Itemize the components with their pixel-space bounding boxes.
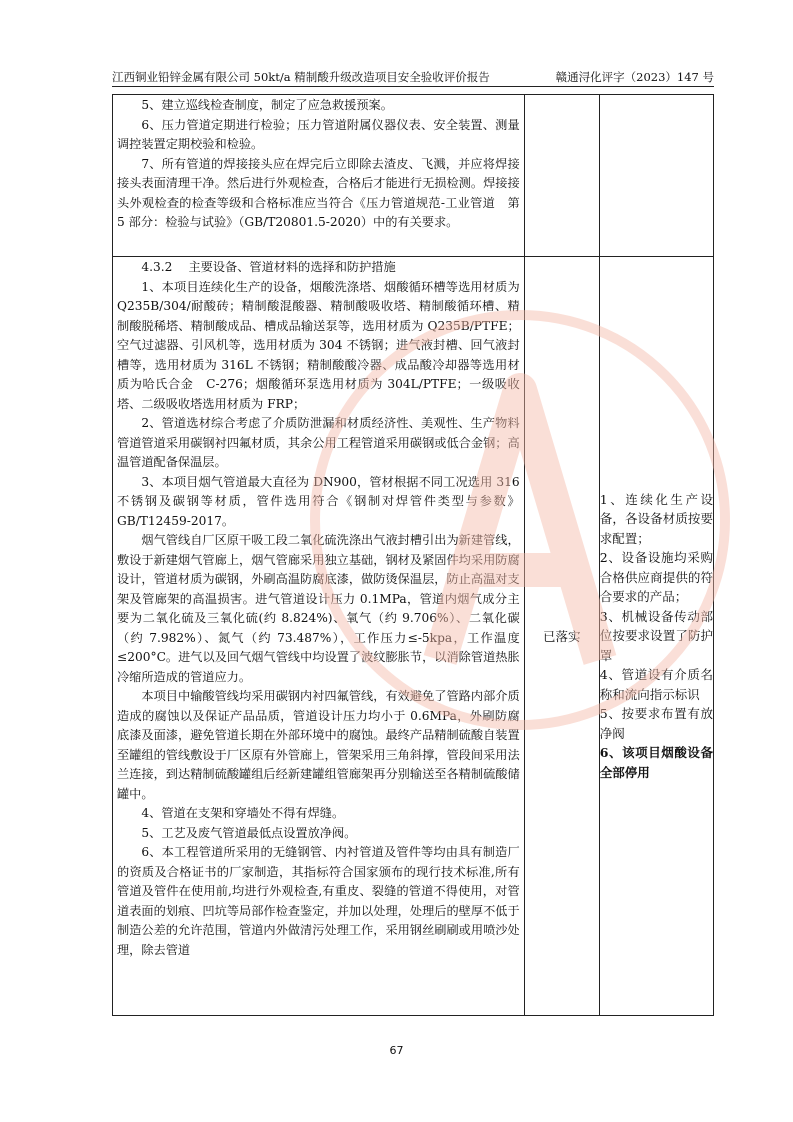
measures-cell	[599, 257, 713, 1016]
paragraph: 6、压力管道定期进行检验；压力管道附属仪器仪表、安全装置、测量调控装置定期校验和检验。	[117, 117, 520, 151]
measure-item: 1、连续化生产设备，各设备材质按要求配置；	[599, 491, 713, 546]
paragraph: 6、本工程管道所采用的无缝钢管、内衬管道及管件等均由具有制造厂的资质及合格证书的厂家制造，其指标符合国家颁布的现行技术标准,所有管道及管件在使用前,均进行外观检查,有重皮、裂缝的管道不得使用，对管道表面的划痕、凹坑等局部作检查鉴定，并加以处理，处理后的壁厚不低于制造公差的允许范围，管道内外做清污处理工作，采用钢丝刷刷或用喷沙处理，除去管道	[117, 845, 520, 957]
status-cell	[524, 257, 599, 1016]
measure-item: 2、设备设施均采购合格供应商提供的符合要求的产品；	[599, 550, 713, 605]
table-row	[113, 257, 714, 1016]
paragraph: 3、本项目烟气管道最大直径为 DN900，管材根据不同工况选用 316 不锈钢及碳钢等材质，管件选用符合《钢制对焊管件类型与参数》GB/T12459-2017。	[117, 474, 520, 528]
requirement-cell	[113, 257, 525, 1016]
requirement-cell	[113, 95, 525, 257]
paragraph: 烟气管线自厂区原干吸工段二氧化硫洗涤出气液封槽引出为新建管线，敷设于新建烟气管廊上，烟气管廊采用独立基础，钢材及紧固件均采用防腐设计，管道材质为碳钢，外刷高温防腐底漆，做防烫保温层，防止高温对支架及管廊架的高温损害。进气管道设计压力 0.1MPa，管道内烟气成分主要为二氧化硫及三氧化硫(约 8.824%)、氧气（约 9.706%）、二氧化碳（约 7.982%）、氮气（约 73.487%），工作压力≤-5kpa，工作温度≤200°C。进气以及回气烟气管线中均设置了波纹膨胀节，以消除管道热胀冷缩所造成的管道应力。	[117, 533, 520, 684]
paragraph: 7、所有管道的焊接接头应在焊完后立即除去渣皮、飞溅，并应将焊接接头表面清理干净。然后进行外观检查，合格后才能进行无损检测。焊接接头外观检查的检查等级和合格标准应当符合《压力管道规范-工业管道 第 5 部分：检验与试验》（GB/T20801.5-2020）中的有关要求。	[117, 156, 520, 229]
measure-item: 4、管道设有介质名称和流向指示标识	[599, 667, 713, 702]
measure-item: 3、机械设备传动部位按要求设置了防护罩	[599, 608, 713, 663]
page-number: 67	[389, 1044, 404, 1057]
table-row	[113, 95, 714, 257]
page-header	[112, 68, 714, 87]
paragraph: 5、工艺及废气管道最低点设置放净阀。	[141, 825, 357, 840]
evaluation-table	[112, 94, 714, 1016]
report-number: 赣通浔化评字（2023）147 号	[555, 70, 714, 84]
measure-item: 5、按要求布置有放净阀	[599, 706, 713, 741]
measure-item: 6、该项目烟酸设备全部停用	[599, 745, 713, 780]
status-text: 已落实	[542, 629, 581, 644]
status-cell	[524, 95, 599, 257]
paragraph: 5、建立巡线检查制度，制定了应急救援预案。	[141, 98, 393, 112]
paragraph: 本项目中输酸管线均采用碳钢内衬四氟管线，有效避免了管路内部介质造成的腐蚀以及保证产品品质，管道设计压力均小于 0.6MPa，外刷防腐底漆及面漆，避免管道长期在外部环境中的腐蚀。最终产品精制硫酸自装置至罐组的管线敷设于厂区原有外管廊上，管架采用三角斜撑，管段间采用法兰连接，到达精制硫酸罐组后经新建罐组管廊架再分别输送至各精制硫酸储罐中。	[117, 689, 520, 801]
report-title: 江西铜业铅锌金属有限公司 50kt/a 精制酸升级改造项目安全验收评价报告	[112, 70, 490, 84]
paragraph: 2、管道选材综合考虑了介质防泄漏和材质经济性、美观性、生产物料管道管道采用碳钢衬四氟材质，其余公用工程管道采用碳钢或低合金钢；高温管道配备保温层。	[117, 416, 520, 469]
section-heading: 4.3.2 主要设备、管道材料的选择和防护措施	[141, 260, 396, 274]
paragraph: 4、管道在支架和穿墙处不得有焊缝。	[141, 806, 345, 820]
paragraph: 1、本项目连续化生产的设备，烟酸洗涤塔、烟酸循环槽等选用材质为 Q235B/304/耐酸砖；精制酸混酸器、精制酸吸收塔、精制酸循环槽、精制酸脱稀塔、精制酸成品、槽成品输送泵等，选用材质为 Q235B/PTFE；空气过滤器、引风机等，选用材质为 304 不锈钢；进气液封槽、回气液封槽等，选用材质为 316L 不锈钢；精制酸酸冷器、成品酸冷却器等选用材质为哈氏合金 C-276；烟酸循环泵选用材质为 304L/PTFE；一级吸收塔、二级吸收塔选用材质为 FRP；	[117, 279, 520, 411]
measures-cell	[599, 95, 713, 257]
